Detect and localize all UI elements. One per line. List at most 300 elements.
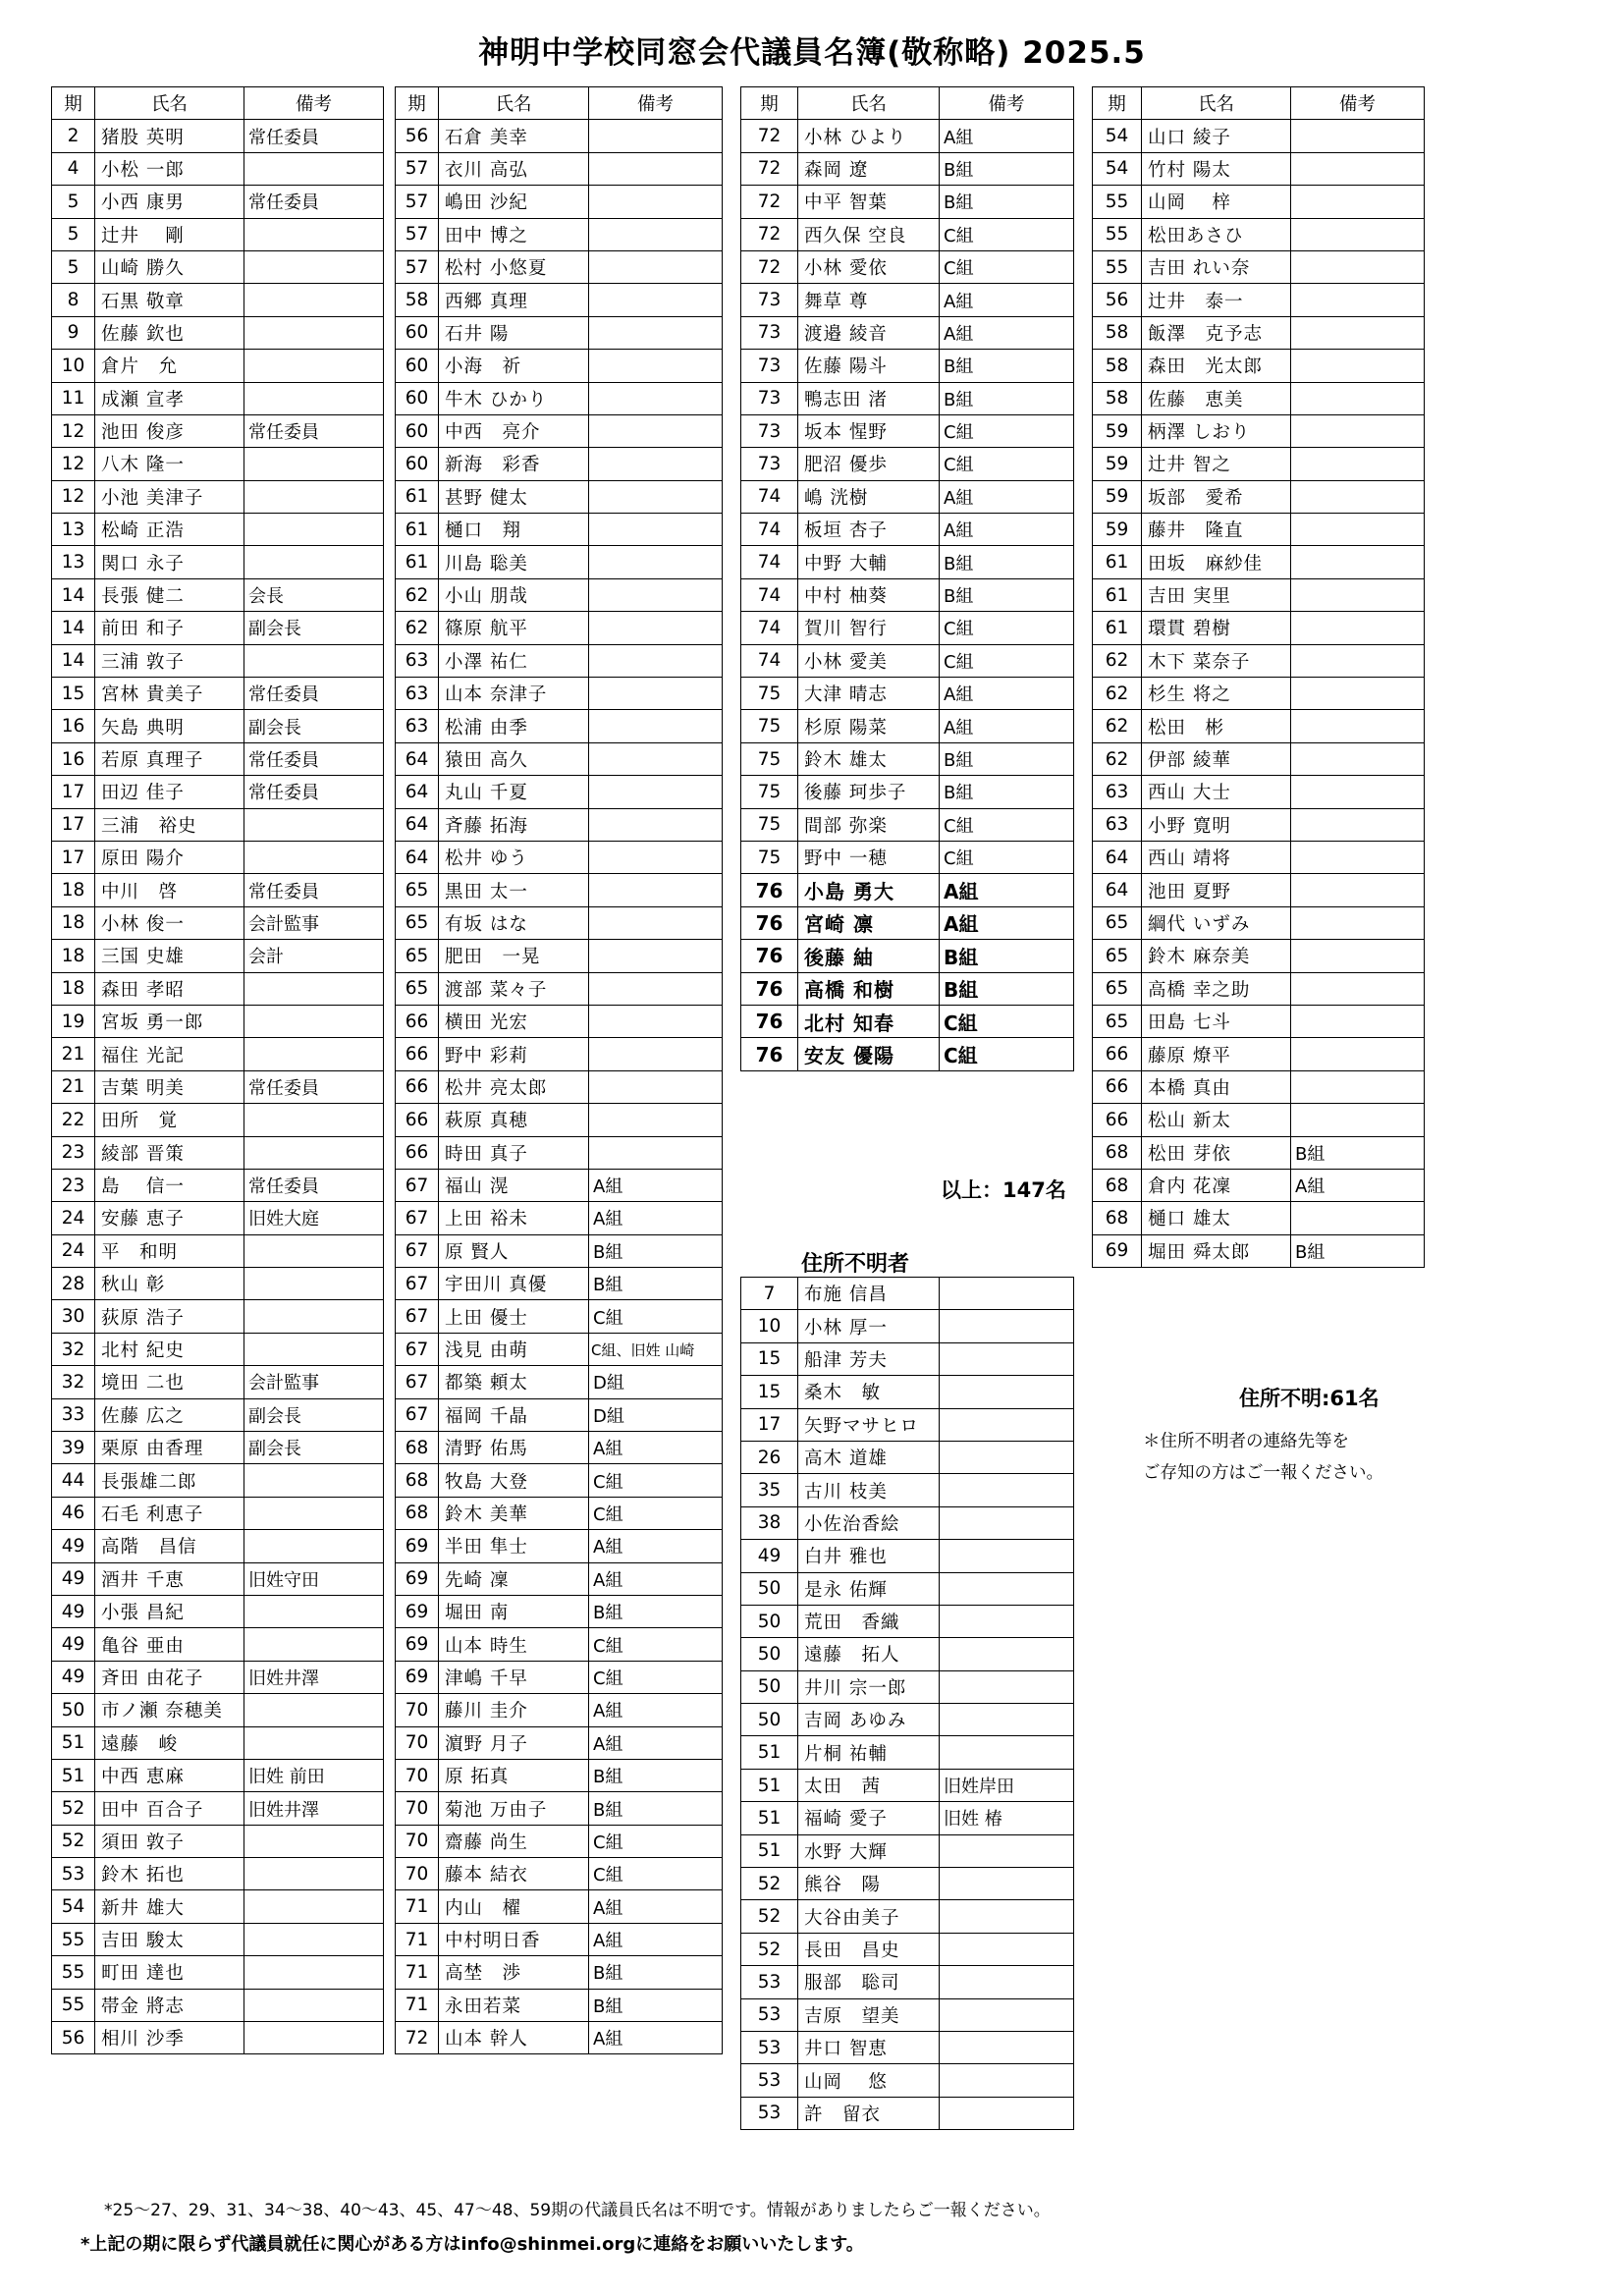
- unknown-count-label: 住所不明:61名: [1239, 1387, 1380, 1410]
- header-ki: 期: [396, 87, 439, 120]
- ki-cell: 66: [396, 1038, 439, 1070]
- ki-cell: 72: [741, 250, 798, 283]
- table-row: [741, 906, 1074, 939]
- ki-cell: 65: [396, 940, 439, 972]
- note-cell: [940, 1441, 1074, 1473]
- ki-cell: 46: [52, 1497, 95, 1529]
- ki-cell: 63: [1093, 776, 1142, 808]
- name-cell: 西山 靖将: [1142, 841, 1291, 873]
- ki-cell: 55: [52, 1923, 95, 1955]
- table-row: [741, 414, 1074, 447]
- table-row: [396, 1890, 723, 1923]
- table-row: [52, 1726, 384, 1759]
- note-cell: B組: [940, 776, 1074, 808]
- header-note: 備考: [940, 87, 1074, 120]
- note-cell: [244, 1268, 384, 1300]
- table-row: [396, 874, 723, 906]
- table-row: [52, 1070, 384, 1103]
- table-row: [396, 1759, 723, 1791]
- header-ki: 期: [741, 87, 798, 120]
- note-cell: A組: [589, 1202, 723, 1234]
- table-row: [1093, 284, 1425, 316]
- note-cell: [244, 480, 384, 513]
- table-row: [396, 1694, 723, 1726]
- name-cell: 間部 弥楽: [798, 808, 940, 841]
- ki-cell: 12: [52, 448, 95, 480]
- name-cell: 境田 二也: [95, 1366, 244, 1398]
- ki-cell: 68: [396, 1497, 439, 1529]
- name-cell: 鈴木 麻奈美: [1142, 940, 1291, 972]
- table-row: [741, 2097, 1074, 2129]
- name-cell: 山岡 梓: [1142, 186, 1291, 218]
- name-cell: 秋山 彰: [95, 1268, 244, 1300]
- ki-cell: 51: [52, 1759, 95, 1791]
- ki-cell: 15: [741, 1376, 798, 1408]
- name-cell: 池田 俊彦: [95, 414, 244, 447]
- name-cell: 安友 優陽: [798, 1038, 940, 1070]
- unknown-address-table: [740, 1277, 1074, 2130]
- ki-cell: 60: [396, 414, 439, 447]
- table-row: [396, 1726, 723, 1759]
- note-cell: A組: [940, 316, 1074, 349]
- table-row: [1093, 250, 1425, 283]
- table-row: [52, 1202, 384, 1234]
- note-cell: [244, 1923, 384, 1955]
- ki-cell: 49: [52, 1530, 95, 1562]
- name-cell: 藤原 燎平: [1142, 1038, 1291, 1070]
- table-row: [741, 1966, 1074, 1998]
- table-row: [1093, 1202, 1425, 1234]
- name-cell: 前田 和子: [95, 612, 244, 644]
- name-cell: 吉田 実里: [1142, 578, 1291, 611]
- name-cell: 嶋田 沙紀: [439, 186, 589, 218]
- ki-cell: 53: [741, 1966, 798, 1998]
- note-cell: [589, 612, 723, 644]
- note-cell: B組: [1291, 1234, 1425, 1267]
- ki-cell: 64: [396, 841, 439, 873]
- table-row: [396, 152, 723, 185]
- ki-cell: 61: [1093, 578, 1142, 611]
- ki-cell: 70: [396, 1726, 439, 1759]
- note-cell: [1291, 1070, 1425, 1103]
- ki-cell: 68: [1093, 1136, 1142, 1169]
- table-row: [741, 1506, 1074, 1539]
- note-cell: [1291, 316, 1425, 349]
- note-cell: [244, 808, 384, 841]
- note-cell: [244, 448, 384, 480]
- name-cell: 綾部 晋策: [95, 1136, 244, 1169]
- ki-cell: 30: [52, 1300, 95, 1333]
- ki-cell: 60: [396, 316, 439, 349]
- ki-cell: 18: [52, 906, 95, 939]
- name-cell: 田辺 佳子: [95, 776, 244, 808]
- name-cell: 樋口 翔: [439, 514, 589, 546]
- note-cell: 常任委員: [244, 742, 384, 775]
- name-cell: 倉片 允: [95, 350, 244, 382]
- name-cell: 福岡 千晶: [439, 1398, 589, 1431]
- name-cell: 板垣 杏子: [798, 514, 940, 546]
- name-cell: 西郷 真理: [439, 284, 589, 316]
- note-cell: C組: [940, 1005, 1074, 1037]
- note-cell: [940, 1736, 1074, 1769]
- ki-cell: 58: [1093, 350, 1142, 382]
- note-cell: [940, 1540, 1074, 1572]
- note-cell: [940, 1933, 1074, 1965]
- note-cell: 副会長: [244, 1432, 384, 1464]
- name-cell: 山本 時生: [439, 1628, 589, 1661]
- name-cell: 荻原 浩子: [95, 1300, 244, 1333]
- table-header-row: [741, 87, 1074, 120]
- note-cell: [1291, 644, 1425, 677]
- table-row: [741, 940, 1074, 972]
- table-row: [396, 1923, 723, 1955]
- name-cell: 辻井 智之: [1142, 448, 1291, 480]
- table-row: [741, 612, 1074, 644]
- ki-cell: 55: [1093, 250, 1142, 283]
- table-row: [741, 644, 1074, 677]
- table-row: [396, 250, 723, 283]
- table-row: [1093, 1234, 1425, 1267]
- note-cell: [244, 1530, 384, 1562]
- ki-cell: 53: [741, 2097, 798, 2129]
- name-cell: 中村明日香: [439, 1923, 589, 1955]
- name-cell: 吉原 望美: [798, 1998, 940, 2031]
- note-cell: A組: [589, 1432, 723, 1464]
- ki-cell: 73: [741, 382, 798, 414]
- table-row: [1093, 678, 1425, 710]
- note-cell: 常任委員: [244, 120, 384, 152]
- note-cell: [940, 1310, 1074, 1342]
- ki-cell: 75: [741, 808, 798, 841]
- table-row: [396, 1005, 723, 1037]
- table-row: [741, 448, 1074, 480]
- table-row: [741, 742, 1074, 775]
- table-row: [52, 1398, 384, 1431]
- note-cell: [1291, 841, 1425, 873]
- ki-cell: 61: [396, 480, 439, 513]
- table-row: [741, 1540, 1074, 1572]
- ki-cell: 70: [396, 1792, 439, 1825]
- name-cell: 新井 雄大: [95, 1890, 244, 1923]
- table-row: [741, 1834, 1074, 1867]
- ki-cell: 54: [1093, 152, 1142, 185]
- name-cell: 宮林 貴美子: [95, 678, 244, 710]
- ki-cell: 55: [52, 1956, 95, 1989]
- name-cell: 古川 枝美: [798, 1474, 940, 1506]
- note-cell: [1291, 742, 1425, 775]
- table-row: [396, 1333, 723, 1365]
- ki-cell: 76: [741, 874, 798, 906]
- name-cell: 鈴木 拓也: [95, 1858, 244, 1890]
- note-cell: [244, 2022, 384, 2054]
- name-cell: 本橋 真由: [1142, 1070, 1291, 1103]
- table-row: [52, 120, 384, 152]
- ki-cell: 50: [741, 1670, 798, 1703]
- name-cell: 小海 祈: [439, 350, 589, 382]
- table-row: [741, 1038, 1074, 1070]
- name-cell: 遠藤 拓人: [798, 1638, 940, 1670]
- note-cell: B組: [940, 382, 1074, 414]
- note-cell: [1291, 678, 1425, 710]
- note-cell: B組: [940, 350, 1074, 382]
- table-row: [1093, 514, 1425, 546]
- table-row: [741, 1376, 1074, 1408]
- note-cell: C組: [940, 414, 1074, 447]
- note-cell: C組: [589, 1825, 723, 1857]
- note-cell: 旧姓大庭: [244, 1202, 384, 1234]
- name-cell: 木下 菜奈子: [1142, 644, 1291, 677]
- table-row: [52, 514, 384, 546]
- name-cell: 上田 優士: [439, 1300, 589, 1333]
- table-row: [1093, 152, 1425, 185]
- name-cell: 小林 俊一: [95, 906, 244, 939]
- table-row: [1093, 710, 1425, 742]
- name-cell: 中西 亮介: [439, 414, 589, 447]
- note-cell: [1291, 940, 1425, 972]
- note-cell: [589, 841, 723, 873]
- note-cell: [244, 316, 384, 349]
- name-cell: 小張 昌紀: [95, 1595, 244, 1627]
- name-cell: 相川 沙季: [95, 2022, 244, 2054]
- table-row: [52, 284, 384, 316]
- ki-cell: 61: [396, 546, 439, 578]
- name-cell: 池田 夏野: [1142, 874, 1291, 906]
- ki-cell: 56: [52, 2022, 95, 2054]
- table-row: [52, 1628, 384, 1661]
- table-row: [396, 2022, 723, 2054]
- name-cell: 中野 大輔: [798, 546, 940, 578]
- header-note: 備考: [244, 87, 384, 120]
- table-row: [396, 1562, 723, 1595]
- name-cell: 田島 七斗: [1142, 1005, 1291, 1037]
- table-row: [52, 1104, 384, 1136]
- ki-cell: 62: [1093, 742, 1142, 775]
- note-cell: [940, 1278, 1074, 1310]
- table-row: [741, 808, 1074, 841]
- name-cell: 牛木 ひかり: [439, 382, 589, 414]
- table-row: [741, 250, 1074, 283]
- name-cell: 後藤 紬: [798, 940, 940, 972]
- name-cell: 三国 史雄: [95, 940, 244, 972]
- table-row: [741, 1933, 1074, 1965]
- note-cell: [1291, 1005, 1425, 1037]
- name-cell: 中川 啓: [95, 874, 244, 906]
- table-row: [52, 578, 384, 611]
- ki-cell: 57: [396, 250, 439, 283]
- table-row: [1093, 448, 1425, 480]
- note-cell: [589, 448, 723, 480]
- table-row: [396, 1136, 723, 1169]
- table-row: [741, 284, 1074, 316]
- ki-cell: 49: [52, 1628, 95, 1661]
- ki-cell: 5: [52, 218, 95, 250]
- note-cell: [1291, 218, 1425, 250]
- name-cell: 松村 小悠夏: [439, 250, 589, 283]
- ki-cell: 69: [396, 1595, 439, 1627]
- name-cell: 山崎 勝久: [95, 250, 244, 283]
- ki-cell: 66: [1093, 1070, 1142, 1103]
- name-cell: 佐藤 広之: [95, 1398, 244, 1431]
- name-cell: 篠原 航平: [439, 612, 589, 644]
- table-row: [1093, 612, 1425, 644]
- ki-cell: 50: [52, 1694, 95, 1726]
- name-cell: 柄澤 しおり: [1142, 414, 1291, 447]
- ki-cell: 68: [1093, 1202, 1142, 1234]
- note-cell: [589, 678, 723, 710]
- name-cell: 田中 百合子: [95, 1792, 244, 1825]
- ki-cell: 55: [1093, 186, 1142, 218]
- name-cell: 伊部 綾華: [1142, 742, 1291, 775]
- note-cell: 会長: [244, 578, 384, 611]
- ki-cell: 58: [1093, 382, 1142, 414]
- name-cell: 坂本 惺野: [798, 414, 940, 447]
- table-row: [396, 1595, 723, 1627]
- name-cell: 黒田 太一: [439, 874, 589, 906]
- note-cell: [940, 1506, 1074, 1539]
- ki-cell: 73: [741, 316, 798, 349]
- name-cell: 飯澤 克予志: [1142, 316, 1291, 349]
- table-row: [741, 514, 1074, 546]
- name-cell: 三浦 敦子: [95, 644, 244, 677]
- note-cell: 旧姓 椿: [940, 1802, 1074, 1834]
- name-cell: 萩原 真穂: [439, 1104, 589, 1136]
- ki-cell: 71: [396, 1956, 439, 1989]
- ki-cell: 73: [741, 284, 798, 316]
- note-cell: B組: [940, 152, 1074, 185]
- note-cell: A組: [589, 1530, 723, 1562]
- ki-cell: 19: [52, 1005, 95, 1037]
- note-cell: [940, 1638, 1074, 1670]
- ki-cell: 75: [741, 678, 798, 710]
- table-row: [396, 612, 723, 644]
- table-row: [741, 972, 1074, 1005]
- name-cell: 三浦 裕史: [95, 808, 244, 841]
- note-cell: [244, 1628, 384, 1661]
- note-cell: [1291, 1104, 1425, 1136]
- table-row: [52, 644, 384, 677]
- table-row: [396, 1858, 723, 1890]
- note-cell: B組: [589, 1595, 723, 1627]
- note-cell: [244, 250, 384, 283]
- name-cell: 福崎 愛子: [798, 1802, 940, 1834]
- table-row: [396, 578, 723, 611]
- note-cell: [589, 120, 723, 152]
- note-cell: 常任委員: [244, 776, 384, 808]
- name-cell: 衣川 高弘: [439, 152, 589, 185]
- ki-cell: 65: [1093, 1005, 1142, 1037]
- ki-cell: 65: [396, 972, 439, 1005]
- ki-cell: 55: [52, 1989, 95, 2021]
- name-cell: 肥田 一晃: [439, 940, 589, 972]
- ki-cell: 53: [741, 1998, 798, 2031]
- name-cell: 西久保 空良: [798, 218, 940, 250]
- note-cell: A組: [940, 480, 1074, 513]
- table-header-row: [396, 87, 723, 120]
- note-cell: [1291, 546, 1425, 578]
- note-cell: [940, 1605, 1074, 1637]
- note-cell: [589, 644, 723, 677]
- roster-table-4: [1092, 86, 1425, 1268]
- note-cell: A組: [589, 1890, 723, 1923]
- note-cell: 常任委員: [244, 186, 384, 218]
- ki-cell: 57: [396, 218, 439, 250]
- name-cell: 矢野マサヒロ: [798, 1408, 940, 1441]
- ki-cell: 2: [52, 120, 95, 152]
- name-cell: 猿田 高久: [439, 742, 589, 775]
- table-row: [1093, 350, 1425, 382]
- note-cell: [940, 1834, 1074, 1867]
- name-cell: 中平 智葉: [798, 186, 940, 218]
- note-cell: [589, 1070, 723, 1103]
- table-row: [396, 414, 723, 447]
- note-cell: 常任委員: [244, 1169, 384, 1201]
- table-row: [1093, 316, 1425, 349]
- table-row: [741, 1441, 1074, 1473]
- name-cell: 横田 光宏: [439, 1005, 589, 1037]
- ki-cell: 32: [52, 1333, 95, 1365]
- name-cell: 山本 幹人: [439, 2022, 589, 2054]
- table-row: [1093, 972, 1425, 1005]
- note-cell: [1291, 350, 1425, 382]
- note-cell: [940, 1408, 1074, 1441]
- ki-cell: 63: [396, 710, 439, 742]
- ki-cell: 23: [52, 1169, 95, 1201]
- ki-cell: 58: [1093, 316, 1142, 349]
- note-cell: [940, 1868, 1074, 1900]
- note-cell: C組: [940, 448, 1074, 480]
- ki-cell: 61: [1093, 546, 1142, 578]
- table-row: [741, 2064, 1074, 2097]
- header-name: 氏名: [1142, 87, 1291, 120]
- ki-cell: 57: [396, 186, 439, 218]
- note-cell: B組: [940, 940, 1074, 972]
- name-cell: 小西 康男: [95, 186, 244, 218]
- name-cell: 吉岡 あゆみ: [798, 1704, 940, 1736]
- ki-cell: 66: [1093, 1038, 1142, 1070]
- table-row: [741, 710, 1074, 742]
- table-row: [1093, 1005, 1425, 1037]
- table-row: [52, 940, 384, 972]
- note-cell: [589, 186, 723, 218]
- name-cell: 鈴木 雄太: [798, 742, 940, 775]
- name-cell: 松田 芽依: [1142, 1136, 1291, 1169]
- table-row: [396, 546, 723, 578]
- name-cell: 森田 孝昭: [95, 972, 244, 1005]
- footnote-missing-ki: *25〜27、29、31、34〜38、40〜43、45、47〜48、59期の代議員氏名は不明です。情報がありましたらご一報ください。: [104, 2201, 1051, 2220]
- ki-cell: 72: [741, 152, 798, 185]
- table-row: [396, 514, 723, 546]
- note-cell: [1291, 1202, 1425, 1234]
- name-cell: 山岡 悠: [798, 2064, 940, 2097]
- ki-cell: 73: [741, 448, 798, 480]
- name-cell: 上田 裕未: [439, 1202, 589, 1234]
- name-cell: 高階 昌信: [95, 1530, 244, 1562]
- table-row: [52, 1530, 384, 1562]
- ki-cell: 67: [396, 1202, 439, 1234]
- note-cell: [1291, 874, 1425, 906]
- name-cell: 石毛 利恵子: [95, 1497, 244, 1529]
- table-row: [396, 1825, 723, 1857]
- table-row: [741, 1769, 1074, 1801]
- table-row: [1093, 578, 1425, 611]
- name-cell: 野中 一穂: [798, 841, 940, 873]
- name-cell: 小林 厚一: [798, 1310, 940, 1342]
- ki-cell: 72: [741, 186, 798, 218]
- ki-cell: 24: [52, 1202, 95, 1234]
- header-ki: 期: [1093, 87, 1142, 120]
- name-cell: 大谷由美子: [798, 1900, 940, 1933]
- note-cell: [1291, 186, 1425, 218]
